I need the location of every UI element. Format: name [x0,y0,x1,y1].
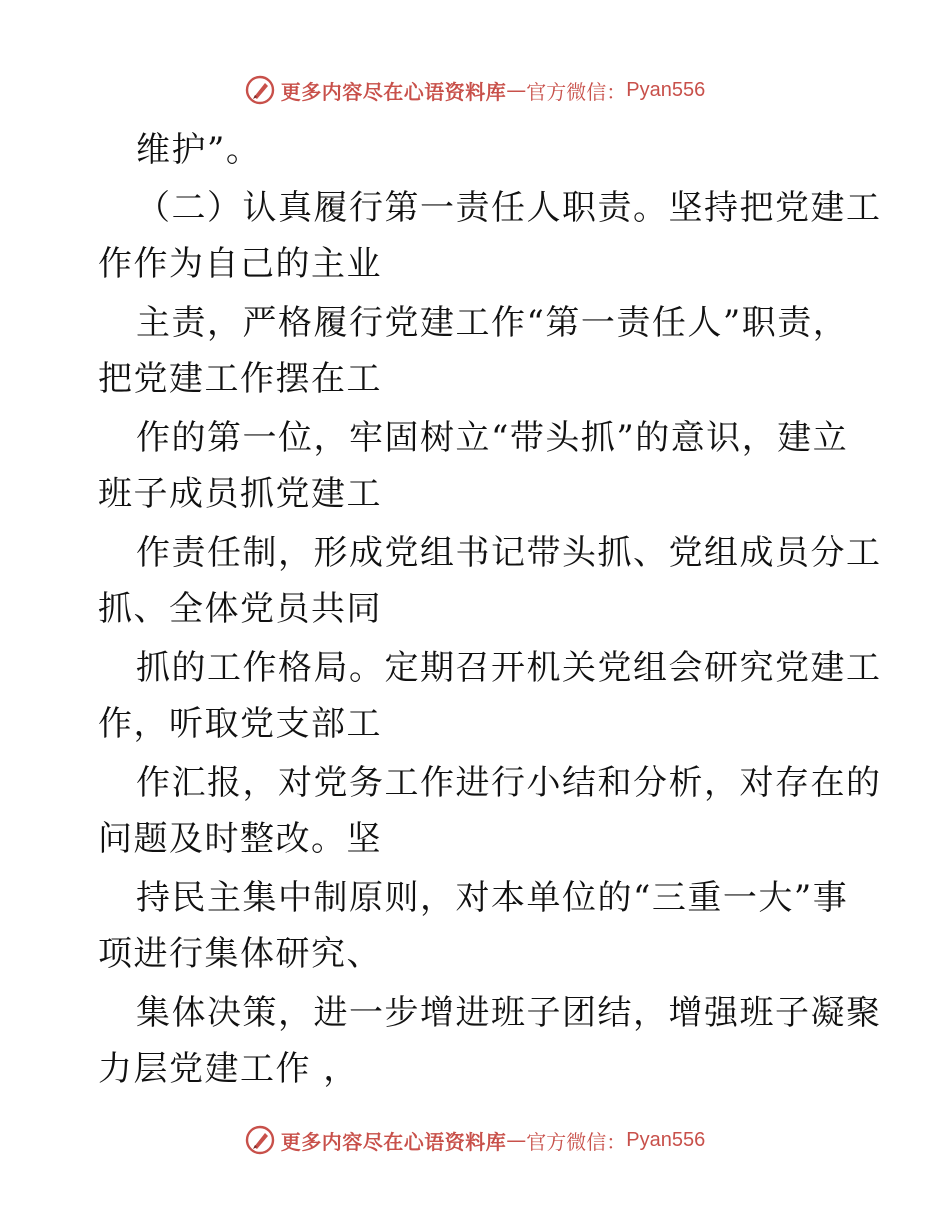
text-line: 集体决策，进一步增进班子团结，增强班子凝聚 [136,993,882,1033]
watermark-main-text: 更多内容尽在心语资料库 [280,1129,507,1154]
text-line: 作作为自己的主业 [98,244,382,284]
text-line: 作，听取党支部工 [98,704,382,744]
watermark-wechat-id: Pyan556 [626,78,706,101]
text-line: 作的第一位，牢固树立“带头抓”的意识，建立 [136,418,849,458]
text-line: 作责任制，形成党组书记带头抓、党组成员分工 [136,533,882,573]
text-line: 维护”。 [136,130,262,170]
watermark-main-text: 更多内容尽在心语资料库 [280,79,507,104]
watermark-separator: — [506,1128,527,1152]
footer-watermark [0,1120,950,1160]
header-watermark [0,70,950,110]
text-line: 项进行集体研究、 [98,934,382,974]
pen-nib-logo-icon [245,1125,275,1155]
text-line: 作汇报，对党务工作进行小结和分析，对存在的 [136,763,882,803]
watermark-wechat-label: 官方微信： [526,1129,627,1154]
watermark-separator: — [506,78,527,102]
watermark-wechat-id: Pyan556 [626,1128,706,1151]
text-line: 抓、全体党员共同 [98,589,382,629]
watermark-wechat-label: 官方微信： [526,79,627,104]
text-line: 班子成员抓党建工 [98,474,382,514]
text-line: 问题及时整改。坚 [98,819,382,859]
text-line: （二）认真履行第一责任人职责。坚持把党建工 [136,188,882,228]
text-line: 把党建工作摆在工 [98,359,382,399]
pen-nib-logo-icon [245,75,275,105]
text-line: 主责，严格履行党建工作“第一责任人”职责， [136,303,849,343]
text-line: 力层党建工作 ， [98,1049,359,1089]
text-line: 抓的工作格局。定期召开机关党组会研究党建工 [136,648,882,688]
text-line: 持民主集中制原则，对本单位的“三重一大”事 [136,878,849,918]
